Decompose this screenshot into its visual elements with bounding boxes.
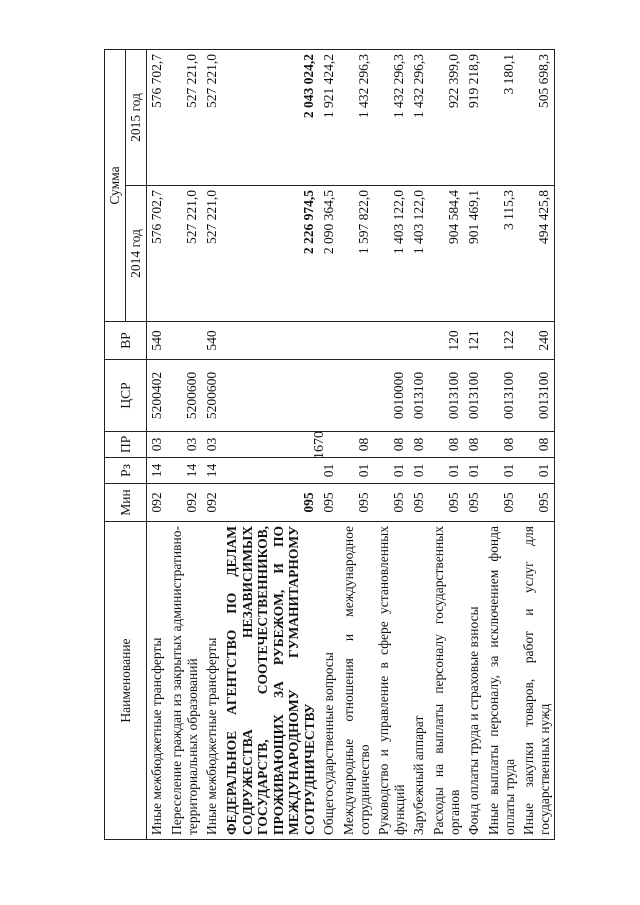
cell-min: 092	[167, 484, 202, 522]
cell-csr: 5200402	[147, 360, 168, 432]
cell-y2014: 1 403 122,0	[409, 186, 429, 322]
cell-name: Фонд оплаты труда и страховые взносы	[464, 522, 484, 840]
cell-name: ФЕДЕРАЛЬНОЕ АГЕНТСТВО ПО ДЕЛАМ СОДРУЖЕСТВА НЕЗАВИСИМЫХ ГОСУДАРСТВ, СООТЕЧЕСТВЕННИКОВ, ПРОЖИВАЮЩИХ ЗА РУБЕЖОМ, И ПО МЕЖДУНАРОДНОМУ ГУМАНИТАРНОМУ СОТРУДНИЧЕСТВУ	[222, 522, 319, 840]
cell-pr: 08	[429, 432, 464, 458]
col-header-csr: ЦСР	[105, 360, 147, 432]
cell-y2014: 527 221,0	[202, 186, 222, 322]
cell-vr	[339, 322, 374, 360]
cell-rz: 01	[319, 458, 339, 484]
cell-vr	[374, 322, 409, 360]
cell-rz: 14	[202, 458, 222, 484]
table-row	[339, 49, 374, 839]
cell-rz: 01	[519, 458, 555, 484]
cell-rz: 14	[147, 458, 168, 484]
cell-vr: 540	[202, 322, 222, 360]
table-row	[319, 49, 339, 839]
cell-y2015: 1 432 296,3	[374, 49, 409, 185]
cell-y2014: 1 403 122,0	[374, 186, 409, 322]
cell-y2015: 1 921 424,2	[319, 49, 339, 185]
cell-name: Иные межбюджетные трансферты	[202, 522, 222, 840]
cell-y2014: 904 584,4	[429, 186, 464, 322]
cell-pr: 08	[339, 432, 374, 458]
page-number: 1670	[312, 431, 327, 459]
table-row	[222, 49, 319, 839]
cell-min: 095	[519, 484, 555, 522]
cell-rz: 14	[167, 458, 202, 484]
col-header-summa: Сумма	[105, 49, 126, 321]
cell-vr: 122	[484, 322, 519, 360]
table-row	[409, 49, 429, 839]
table-row	[167, 49, 202, 839]
cell-min: 095	[339, 484, 374, 522]
cell-name: Иные выплаты персоналу, за исключением фонда оплаты труда	[484, 522, 519, 840]
cell-y2015: 576 702,7	[147, 49, 168, 185]
col-header-2015: 2015 год	[126, 49, 147, 185]
cell-y2014: 2 226 974,5	[222, 186, 319, 322]
cell-min: 095	[409, 484, 429, 522]
table-row	[484, 49, 519, 839]
cell-csr	[339, 360, 374, 432]
col-header-min: Мин	[105, 484, 147, 522]
cell-name: Иные межбюджетные трансферты	[147, 522, 168, 840]
cell-rz: 01	[484, 458, 519, 484]
cell-name: Общегосударственные вопросы	[319, 522, 339, 840]
table-body	[147, 49, 555, 839]
table-row	[519, 49, 555, 839]
cell-rz: 01	[464, 458, 484, 484]
cell-csr	[222, 360, 319, 432]
cell-rz: 01	[409, 458, 429, 484]
cell-pr	[319, 432, 339, 458]
cell-csr: 0010000	[374, 360, 409, 432]
cell-rz: 01	[374, 458, 409, 484]
cell-pr: 03	[202, 432, 222, 458]
cell-name: Иные закупки товаров, работ и услуг для государственных нужд	[519, 522, 555, 840]
cell-rz: 01	[339, 458, 374, 484]
cell-csr: 0013100	[519, 360, 555, 432]
cell-y2014: 3 115,3	[484, 186, 519, 322]
table-row	[464, 49, 484, 839]
cell-min: 095	[464, 484, 484, 522]
cell-y2015: 1 432 296,3	[409, 49, 429, 185]
col-header-pr: ПР	[105, 432, 147, 458]
col-header-vr: ВР	[105, 322, 147, 360]
table-row	[202, 49, 222, 839]
cell-name: Расходы на выплаты персоналу государственных органов	[429, 522, 464, 840]
cell-y2014: 527 221,0	[167, 186, 202, 322]
cell-csr: 0013100	[409, 360, 429, 432]
cell-csr: 0013100	[484, 360, 519, 432]
cell-pr: 08	[484, 432, 519, 458]
cell-name: Переселение граждан из закрытых административно-территориальных образований	[167, 522, 202, 840]
cell-y2015: 505 698,3	[519, 49, 555, 185]
cell-vr	[222, 322, 319, 360]
cell-pr: 08	[464, 432, 484, 458]
cell-min: 095	[429, 484, 464, 522]
cell-csr: 0013100	[429, 360, 464, 432]
cell-min: 095	[484, 484, 519, 522]
cell-name: Руководство и управление в сфере установленных функций	[374, 522, 409, 840]
cell-rz	[222, 458, 319, 484]
table-row	[147, 49, 168, 839]
cell-pr: 08	[374, 432, 409, 458]
col-header-rz: Рз	[105, 458, 147, 484]
cell-y2014: 1 597 822,0	[339, 186, 374, 322]
cell-y2015: 2 043 024,2	[222, 49, 319, 185]
cell-y2014: 494 425,8	[519, 186, 555, 322]
cell-csr: 0013100	[464, 360, 484, 432]
cell-min: 095	[374, 484, 409, 522]
cell-csr: 5200600	[202, 360, 222, 432]
cell-vr	[167, 322, 202, 360]
cell-name: Международные отношения и международное сотрудничество	[339, 522, 374, 840]
cell-min: 092	[202, 484, 222, 522]
cell-vr: 240	[519, 322, 555, 360]
cell-csr: 5200600	[167, 360, 202, 432]
cell-pr: 08	[409, 432, 429, 458]
table-row	[374, 49, 409, 839]
cell-min: 095	[222, 484, 319, 522]
cell-vr	[319, 322, 339, 360]
cell-min: 095	[319, 484, 339, 522]
cell-vr: 121	[464, 322, 484, 360]
cell-vr	[409, 322, 429, 360]
header-row-1	[105, 49, 126, 839]
cell-vr: 120	[429, 322, 464, 360]
cell-y2015: 1 432 296,3	[339, 49, 374, 185]
col-header-name: Наименование	[105, 522, 147, 840]
cell-vr: 540	[147, 322, 168, 360]
cell-pr: 03	[147, 432, 168, 458]
cell-csr	[319, 360, 339, 432]
cell-y2015: 3 180,1	[484, 49, 519, 185]
cell-rz: 01	[429, 458, 464, 484]
cell-y2014: 901 469,1	[464, 186, 484, 322]
budget-table	[104, 49, 555, 840]
cell-y2014: 2 090 364,5	[319, 186, 339, 322]
cell-y2015: 527 221,0	[202, 49, 222, 185]
col-header-2014: 2014 год	[126, 186, 147, 322]
cell-pr	[222, 432, 319, 458]
cell-min: 092	[147, 484, 168, 522]
cell-pr: 08	[519, 432, 555, 458]
cell-y2014: 576 702,7	[147, 186, 168, 322]
cell-y2015: 527 221,0	[167, 49, 202, 185]
table-row	[429, 49, 464, 839]
cell-pr: 03	[167, 432, 202, 458]
cell-name: Зарубежный аппарат	[409, 522, 429, 840]
cell-y2015: 922 399,0	[429, 49, 464, 185]
cell-y2015: 919 218,9	[464, 49, 484, 185]
rotated-table-wrapper	[104, 50, 569, 840]
